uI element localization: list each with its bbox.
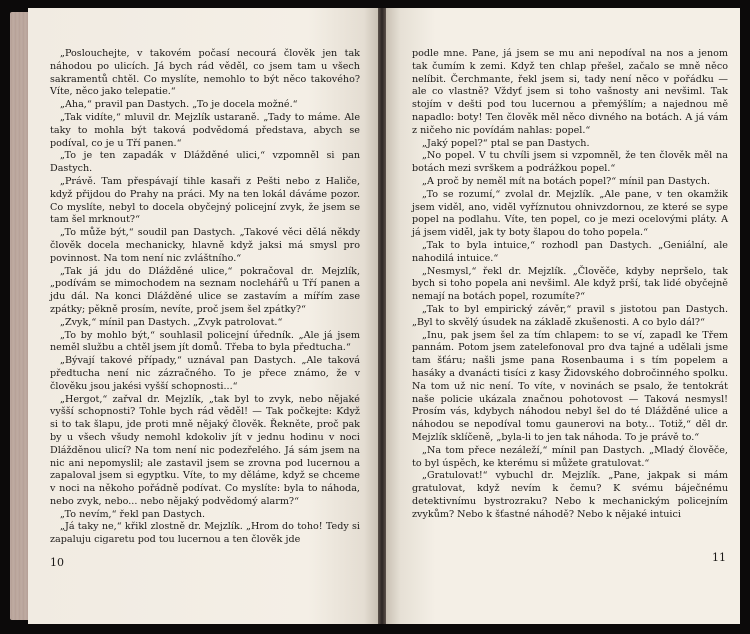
paragraph: „To je ten zapadák v Dlážděné ulici,“ vzpomněl si pan Dastych. — [50, 150, 360, 175]
right-page — [386, 8, 740, 624]
paragraph: „Tak já jdu do Dlážděné ulice,“ pokračoval dr. Mejzlík, „podívám se mimochodem na seznam noclehářů u Tří panen a jdu dál. Na konci Dlážděné ulice se zastavím a mířím zase zpátky; pěkně prosím, nevíte, proč jsem šel zpátky?“ — [50, 265, 360, 315]
paragraph: „Na tom přece nezáleží,“ mínil pan Dastych. „Mladý člověče, to byl úspěch, ke kterému si můžete gratulovat.“ — [412, 444, 728, 469]
paragraph: „Hergot,“ zařval dr. Mejzlík, „tak byl to zvyk, nebo nějaké vyšší schopnosti? Tohle bych rád věděl! — Tak počkejte: Když si to tak šlapu, jde proti mně nějaký člověk. Řekněte, proč pak by u všech všudy nemohl kdokoliv jít v jednu hodinu v noci Dlážděnou ulicí? Na tom není nic podezřelého. Já sám jsem na nic ani nepomyslil; ale zastavil jsem se zrovna pod lucernou a zapaloval jsem si egyptku. Víte, to my děláme, když se chceme v noci na někoho pořádně podívat. Co myslíte: byla to náhoda, nebo zvyk, nebo... nebo nějaký podvědomý alarm?“ — [50, 393, 360, 507]
left-page-text — [50, 48, 360, 547]
book-gutter — [378, 8, 386, 624]
paragraph: „To by mohlo být,“ souhlasil policejní úředník. „Ale já jsem neměl službu a chtěl jsem jít domů. Třeba to byla předtucha.“ — [50, 329, 360, 354]
paragraph: „To se rozumí,“ zvolal dr. Mejzlík. „Ale pane, v ten okamžik jsem viděl, ano, viděl vyříznutou ohnivzdornou, ze které se sype popel na podlahu. Víte, ten popel, co je mezi ocelovými pláty. A já jsem viděl, jak ty boty šlapou do toho popela.“ — [412, 188, 728, 239]
paragraph: „Nesmysl,“ řekl dr. Mejzlík. „Člověče, kdyby nepršelo, tak bych si toho popela ani nevšiml. Ale když prší, tak lidé obyčejně nemají na botách popel, rozumíte?“ — [412, 265, 728, 303]
paragraph: „Právě. Tam přespávají tihle kasaři z Pešti nebo z Haliče, když přijdou do Prahy na práci. My na ten lokál dáváme pozor. Co myslíte, nebyl to docela obyčejný policejní zvyk, že jsem se tam šel mrknout?“ — [50, 175, 360, 226]
paragraph: „Já taky ne,“ křikl zlostně dr. Mejzlík. „Hrom do toho! Tedy si zapaluju cigaretu pod tou lucernou a ten člověk jde — [50, 521, 360, 546]
right-page-text — [412, 48, 728, 521]
paragraph: podle mne. Pane, já jsem se mu ani nepodíval na nos a jenom tak čumím k zemi. Když ten chlap přešel, začalo se mně něco nelíbit. Čerchmante, řekl jsem si, tady není něco v pořádku — ale co vlastně? Vždyť jsem si toho vašnosty ani nevšiml. Tak stojím v dešti pod tou lucernou a přemýšlím; a najednou mě napadlo: boty! Ten člověk měl něco divného na botách. A já vám z ničeho nic povídám nahlas: popel.“ — [412, 48, 728, 136]
paragraph: „Aha,“ pravil pan Dastych. „To je docela možné.“ — [60, 99, 298, 111]
paragraph: „To nevím,“ řekl pan Dastych. — [60, 508, 206, 520]
paragraph: „To může být,“ soudil pan Dastych. „Takové věci dělá někdy člověk docela mechanicky, hlavně když jaksi má smysl pro povinnost. Na tom není nic zvláštního.“ — [50, 227, 360, 264]
paragraph: „Poslouchejte, v takovém počasí necourá člověk jen tak náhodou po ulicích. Já bych rád věděl, co jsem tam u všech sakramentů chtěl. Co myslíte, nemohlo to být něco takového? Víte, něco jako telepatie.“ — [50, 48, 360, 98]
paragraph: „Jaký popel?“ ptal se pan Dastych. — [422, 137, 590, 149]
paragraph: „Gratulovat!“ vybuchl dr. Mejzlík. „Pane, jakpak si mám gratulovat, když nevím k čemu? K svému báječnému detektivnímu bystrozraku? Nebo k mechanickým policejním zvykům? Nebo k šťastné náhodě? Nebo k nějaké intuici — [412, 470, 728, 520]
page-number-right: 11 — [712, 551, 726, 564]
paragraph: „Tak vidíte,“ mluvil dr. Mejzlík ustaraně. „Tady to máme. Ale taky to mohla být taková podvědomá představa, abych se podíval, co je u Tří panen.“ — [50, 111, 360, 149]
paragraph: „Tak to byla intuice,“ rozhodl pan Dastych. „Geniální, ale nahodilá intuice.“ — [412, 239, 728, 264]
paragraph: „Zvyk,“ mínil pan Dastych. „Zvyk patrolovat.“ — [60, 316, 283, 328]
paragraph: „A proč by neměl mít na botách popel?“ mínil pan Dastych. — [422, 175, 711, 187]
page-number-left: 10 — [50, 556, 64, 569]
paragraph: „Tak to byl empirický závěr,“ pravil s jistotou pan Dastych. „Byl to skvělý úsudek na základě zkušenosti. A co bylo dál?“ — [412, 303, 728, 328]
paragraph: „No popel. V tu chvíli jsem si vzpomněl, že ten člověk měl na botách mezi svrškem a podrážkou popel.“ — [412, 150, 728, 175]
book-spread — [10, 8, 742, 624]
paragraph: „Inu, pak jsem šel za tím chlapem: to se ví, zapadl ke Třem pannám. Potom jsem zatelefonoval pro dva tajné a udělali jsme tam šťáru; našli jsme pana Rosenbauma i s tím popelem a hasáky a dvanácti tisíci z kasy Židovského dobročinného spolku. Na tom už nic není. To víte, v novinách se psalo, že tentokrát naše policie ukázala značnou pohotovost — Taková nesmysl! Prosím vás, kdybych náhodou nebyl šel do té Dlážděné ulice a náhodou se nepodíval tomu gaunerovi na boty... Totiž,“ děl dr. Mejzlík sklíčeně, „byla-li to jen tak náhoda. To je právě to.“ — [412, 329, 728, 443]
left-page — [28, 8, 378, 624]
paragraph: „Bývají takové případy,“ uznával pan Dastych. „Ale taková předtucha není nic zázračného. To je přece známo, že v člověku jsou jakési vyšší schopnosti...“ — [50, 355, 360, 392]
